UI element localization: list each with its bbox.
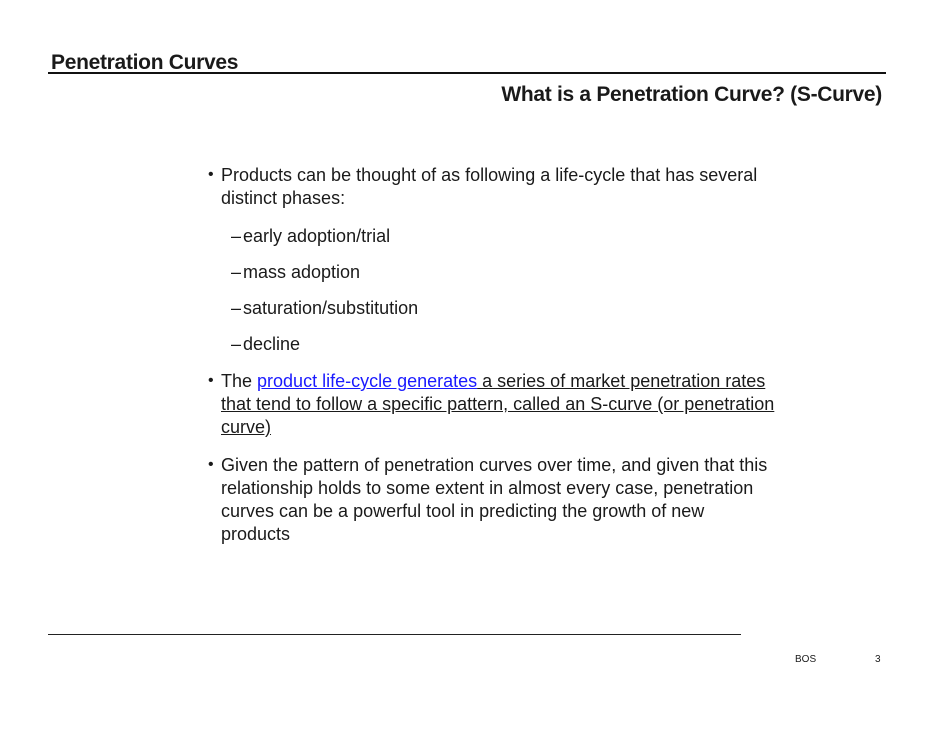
dash-icon: –	[231, 334, 242, 354]
dash-icon: –	[231, 262, 242, 282]
footer-divider	[48, 634, 741, 635]
header-divider	[48, 72, 886, 74]
bullet-item-life-cycle	[208, 164, 778, 210]
sub-bullet-item	[208, 333, 778, 356]
dash-icon: –	[231, 298, 242, 318]
bullet-dot-icon: •	[208, 372, 214, 389]
slide-title: What is a Penetration Curve? (S-Curve)	[501, 83, 882, 106]
sub-bullet-item	[208, 225, 778, 248]
sub-bullet-text: early adoption/trial	[243, 226, 391, 246]
bullet-item-penetration-rates	[208, 370, 778, 439]
page-number: 3	[875, 654, 881, 665]
slide-content	[208, 164, 778, 561]
bullet-dot-icon: •	[208, 166, 214, 183]
product-life-cycle-link[interactable]: product life-cycle generates	[257, 371, 478, 391]
sub-bullet-list	[208, 225, 778, 356]
section-title: Penetration Curves	[51, 51, 239, 74]
sub-bullet-item	[208, 261, 778, 284]
footer-label: BOS	[795, 654, 817, 665]
bullet-dot-icon: •	[208, 456, 214, 473]
bullet-prefix: The	[221, 371, 258, 391]
sub-bullet-item	[208, 297, 778, 320]
sub-bullet-text: mass adoption	[243, 262, 361, 282]
sub-bullet-text: decline	[243, 334, 301, 354]
dash-icon: –	[231, 226, 242, 246]
sub-bullet-text: saturation/substitution	[243, 298, 419, 318]
bullet-text: Products can be thought of as following a life-cycle that has several distinct phases:	[221, 165, 758, 208]
bullet-underlined-text: a series of market penetration rates that tend to follow a specific pattern, called an S-curve (or penetration curve)	[221, 371, 775, 437]
bullet-text: Given the pattern of penetration curves over time, and given that this relationship holds to some extent in almost every case, penetration curves can be a powerful tool in predicting the growth of new products	[221, 455, 768, 544]
bullet-item-prediction	[208, 454, 778, 546]
